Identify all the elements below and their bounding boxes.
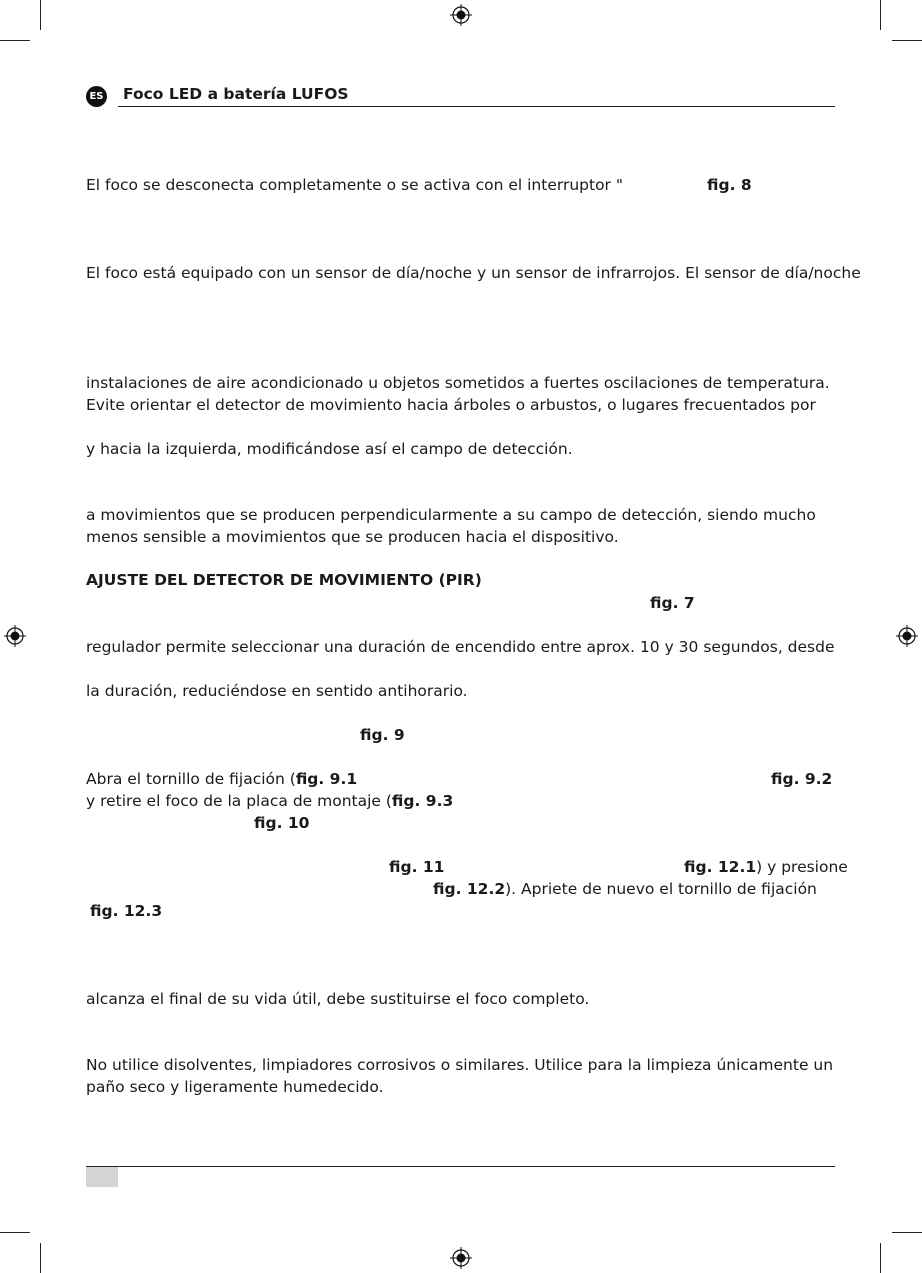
figure-reference: fig. 9.2 <box>771 770 833 788</box>
text-line: instalaciones de aire acondicionado u objetos sometidos a fuertes oscilaciones de temperatura. <box>86 374 830 392</box>
text-segment: y retire el foco de la placa de montaje ( <box>86 792 392 810</box>
figure-reference: fig. 12.1 <box>684 858 757 876</box>
text-line: alcanza el final de su vida útil, debe sustituirse el foco completo. <box>86 990 590 1008</box>
crop-mark <box>40 0 41 30</box>
text-line: El foco se desconecta completamente o se activa con el interruptor " <box>86 176 623 194</box>
crop-mark <box>892 40 922 41</box>
text-line: regulador permite seleccionar una duración de encendido entre aprox. 10 y 30 segundos, desde <box>86 638 835 656</box>
language-badge: ES <box>86 86 107 107</box>
registration-mark-icon <box>4 625 26 647</box>
figure-reference: fig. 7 <box>650 594 695 612</box>
text-segment: ). Apriete de nuevo el tornillo de fijación <box>505 880 817 898</box>
text-line: No utilice disolventes, limpiadores corrosivos o similares. Utilice para la limpieza únicamente un <box>86 1056 834 1074</box>
text-line <box>433 879 817 899</box>
figure-reference: fig. 9 <box>360 726 405 744</box>
registration-mark-icon <box>896 625 918 647</box>
text-segment: ) y presione <box>756 858 848 876</box>
page-title: Foco LED a batería LUFOS <box>123 85 349 103</box>
text-line <box>86 791 453 811</box>
page-number-box <box>86 1167 118 1187</box>
footer-divider <box>86 1166 835 1167</box>
crop-mark <box>0 1232 30 1233</box>
figure-reference: fig. 12.3 <box>90 902 163 920</box>
text-line: y hacia la izquierda, modificándose así el campo de detección. <box>86 440 573 458</box>
crop-mark <box>0 40 30 41</box>
text-line: Evite orientar el detector de movimiento hacia árboles o arbustos, o lugares frecuentados por <box>86 396 816 414</box>
text-line: menos sensible a movimientos que se producen hacia el dispositivo. <box>86 528 619 546</box>
figure-reference: fig. 11 <box>389 858 445 876</box>
text-line: la duración, reduciéndose en sentido antihorario. <box>86 682 468 700</box>
crop-mark <box>880 1243 881 1273</box>
text-line: El foco está equipado con un sensor de día/noche y un sensor de infrarrojos. El sensor de día/noche <box>86 264 861 282</box>
registration-mark-icon <box>450 4 472 26</box>
crop-mark <box>892 1232 922 1233</box>
text-line: paño seco y ligeramente humedecido. <box>86 1078 384 1096</box>
text-segment: Abra el tornillo de fijación ( <box>86 770 296 788</box>
figure-reference: fig. 12.2 <box>433 880 506 898</box>
figure-reference: fig. 10 <box>254 814 310 832</box>
header-divider <box>118 106 835 107</box>
text-line: a movimientos que se producen perpendicularmente a su campo de detección, siendo mucho <box>86 506 816 524</box>
text-line <box>684 857 848 877</box>
text-line <box>86 769 357 789</box>
figure-reference: fig. 9.3 <box>391 792 454 810</box>
registration-mark-icon <box>450 1247 472 1269</box>
figure-reference: fig. 8 <box>707 176 752 194</box>
crop-mark <box>880 0 881 30</box>
section-heading: AJUSTE DEL DETECTOR DE MOVIMIENTO (PIR) <box>86 571 482 589</box>
figure-reference: fig. 9.1 <box>295 770 358 788</box>
crop-mark <box>40 1243 41 1273</box>
